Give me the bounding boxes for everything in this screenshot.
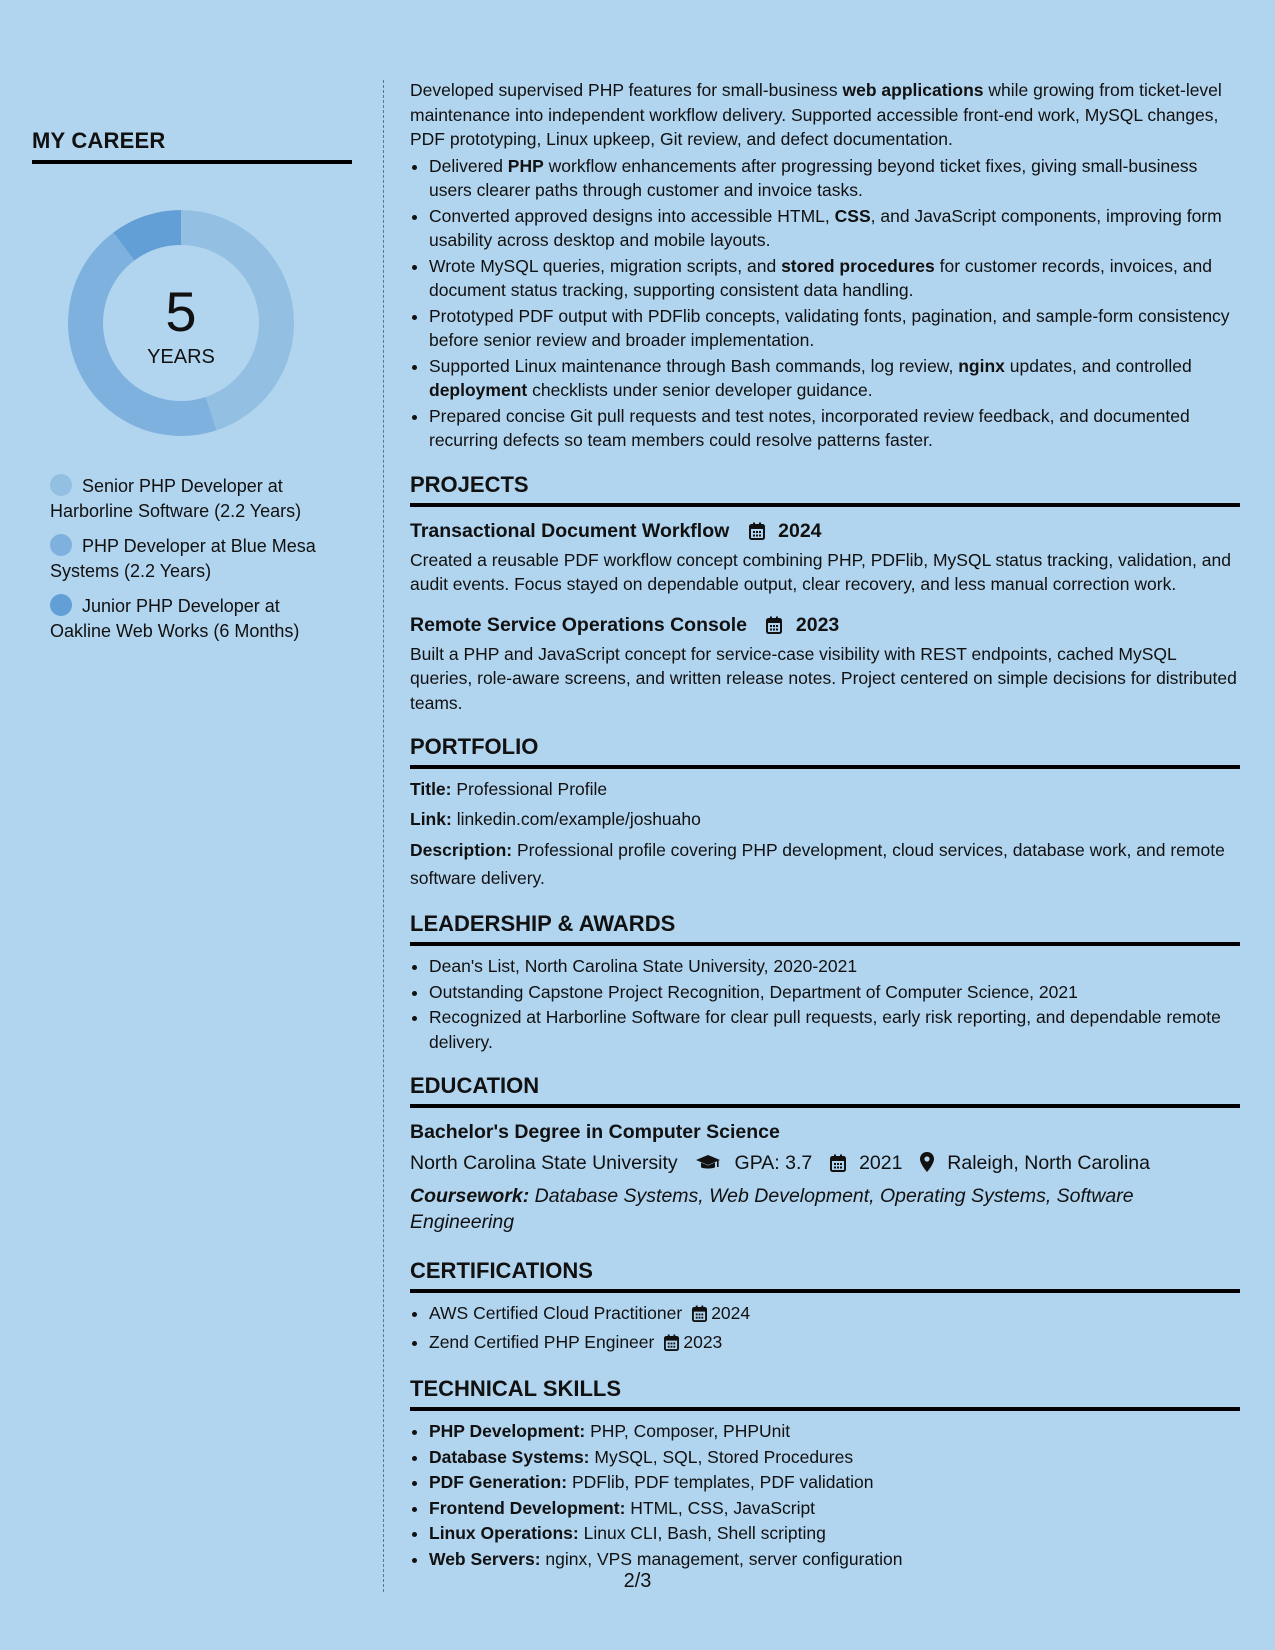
project-title: Transactional Document Workflow 2024 bbox=[410, 517, 1240, 548]
education-year: 2021 bbox=[859, 1152, 903, 1174]
column-divider bbox=[383, 80, 384, 1592]
certification-item: • AWS Certified Cloud Practitioner 2024 bbox=[429, 1301, 1240, 1329]
education-gpa: GPA: 3.7 bbox=[734, 1152, 813, 1174]
experience-intro: Developed supervised PHP features for small-business web applications while growing from ticket-level maintenance into independent workflow delivery. Supported accessible front-end work, MySQL changes, PDF prototyping, Linux upkeep, Git review, and defect documentation. bbox=[410, 80, 1222, 149]
certifications-heading: CERTIFICATIONS bbox=[410, 1257, 1240, 1293]
project-title: Remote Service Operations Console 2023 bbox=[410, 611, 1240, 642]
experience-bullet: • Supported Linux maintenance through Bash commands, log review, nginx updates, and controlled deployment checklists under senior developer guidance. bbox=[429, 354, 1240, 403]
experience-bullet: • Delivered PHP workflow enhancements after progressing beyond ticket fixes, giving small-business users clearer paths through customer and invoice tasks. bbox=[429, 154, 1240, 203]
award-item: • Recognized at Harborline Software for clear pull requests, early risk reporting, and dependable remote delivery. bbox=[429, 1005, 1240, 1054]
experience-bullet: • Converted approved designs into accessible HTML, CSS, and JavaScript components, improving form usability across desktop and mobile layouts. bbox=[429, 204, 1240, 253]
career-sidebar bbox=[32, 128, 352, 654]
portfolio-heading: PORTFOLIO bbox=[410, 733, 1240, 769]
education-details bbox=[410, 1148, 1240, 1181]
skills-list bbox=[410, 1419, 1240, 1571]
legend-label: PHP Developer at Blue Mesa Systems (2.2 Years) bbox=[50, 536, 316, 581]
skill-item: • Linux Operations: Linux CLI, Bash, Shell scripting bbox=[429, 1521, 1240, 1546]
career-heading: MY CAREER bbox=[32, 128, 352, 164]
career-years-label: YEARS bbox=[147, 346, 215, 368]
project-description: Built a PHP and JavaScript concept for service-case visibility with REST endpoints, cached MySQL queries, role-aware screens, and written release notes. Project centered on simple decisions for distributed teams. bbox=[410, 643, 1237, 713]
main-content bbox=[410, 78, 1240, 1572]
legend-dot bbox=[50, 534, 72, 556]
education-school: North Carolina State University bbox=[410, 1152, 678, 1174]
skill-item: • PDF Generation: PDFlib, PDF templates, PDF validation bbox=[429, 1470, 1240, 1495]
legend-item bbox=[50, 534, 340, 584]
skill-item: • Web Servers: nginx, VPS management, server configuration bbox=[429, 1547, 1240, 1572]
career-legend bbox=[50, 474, 340, 644]
calendar-icon bbox=[692, 1304, 707, 1329]
calendar-icon bbox=[749, 520, 765, 548]
certifications-list bbox=[410, 1301, 1240, 1357]
legend-dot bbox=[50, 594, 72, 616]
awards-list bbox=[410, 954, 1240, 1054]
skill-item: • Database Systems: MySQL, SQL, Stored Procedures bbox=[429, 1445, 1240, 1470]
project-year: 2024 bbox=[778, 519, 822, 542]
portfolio-link[interactable]: Link: linkedin.com/example/joshuaho bbox=[410, 808, 701, 829]
calendar-icon bbox=[664, 1333, 679, 1358]
education-location: Raleigh, North Carolina bbox=[947, 1152, 1150, 1174]
project-description: Created a reusable PDF workflow concept combining PHP, PDFlib, MySQL status tracking, validation, and audit events. Focus stayed on dependable output, clear recovery, and less manual correction work. bbox=[410, 549, 1231, 594]
experience-bullet: • Prepared concise Git pull requests and test notes, incorporated review feedback, and documented recurring defects so team members could resolve patterns faster. bbox=[429, 404, 1240, 453]
legend-label: Senior PHP Developer at Harborline Software (2.2 Years) bbox=[50, 476, 302, 521]
projects-heading: PROJECTS bbox=[410, 471, 1240, 507]
awards-heading: LEADERSHIP & AWARDS bbox=[410, 910, 1240, 946]
education-heading: EDUCATION bbox=[410, 1072, 1240, 1108]
legend-label: Junior PHP Developer at Oakline Web Works (6 Months) bbox=[50, 596, 300, 641]
experience-bullet: • Prototyped PDF output with PDFlib concepts, validating fonts, pagination, and sample-form consistency before senior review and broader implementation. bbox=[429, 304, 1240, 353]
graduation-cap-icon bbox=[695, 1151, 721, 1181]
skills-heading: TECHNICAL SKILLS bbox=[410, 1375, 1240, 1411]
skill-item: • Frontend Development: HTML, CSS, JavaScript bbox=[429, 1496, 1240, 1521]
calendar-icon bbox=[830, 1151, 846, 1181]
calendar-icon bbox=[766, 614, 782, 642]
portfolio-description: Description: Professional profile covering PHP development, cloud services, database work, and remote software delivery. bbox=[410, 840, 1225, 888]
award-item: • Outstanding Capstone Project Recognition, Department of Computer Science, 2021 bbox=[429, 980, 1240, 1005]
certification-item: • Zend Certified PHP Engineer 2023 bbox=[429, 1330, 1240, 1358]
legend-item bbox=[50, 474, 340, 524]
project-year: 2023 bbox=[795, 613, 840, 636]
legend-item bbox=[50, 594, 340, 644]
experience-bullets bbox=[410, 154, 1240, 453]
experience-bullet: • Wrote MySQL queries, migration scripts, and stored procedures for customer records, invoices, and document status tracking, supporting consistent data handling. bbox=[429, 254, 1240, 303]
portfolio-title: Title: Professional Profile bbox=[410, 779, 608, 799]
career-total-years: 5 bbox=[165, 280, 197, 343]
skill-item: • PHP Development: PHP, Composer, PHPUnit bbox=[429, 1419, 1240, 1444]
certification-year: 2024 bbox=[711, 1303, 751, 1323]
certification-year: 2023 bbox=[683, 1331, 723, 1352]
education-coursework: Coursework: Database Systems, Web Development, Operating Systems, Software Engineering bbox=[410, 1185, 1134, 1233]
career-donut-chart bbox=[66, 208, 296, 438]
education-degree: Bachelor's Degree in Computer Science bbox=[410, 1121, 780, 1143]
location-pin-icon bbox=[920, 1151, 934, 1181]
award-item: • Dean's List, North Carolina State University, 2020-2021 bbox=[429, 954, 1240, 979]
page-number: 2/3 bbox=[623, 1570, 652, 1592]
legend-dot bbox=[50, 474, 72, 496]
